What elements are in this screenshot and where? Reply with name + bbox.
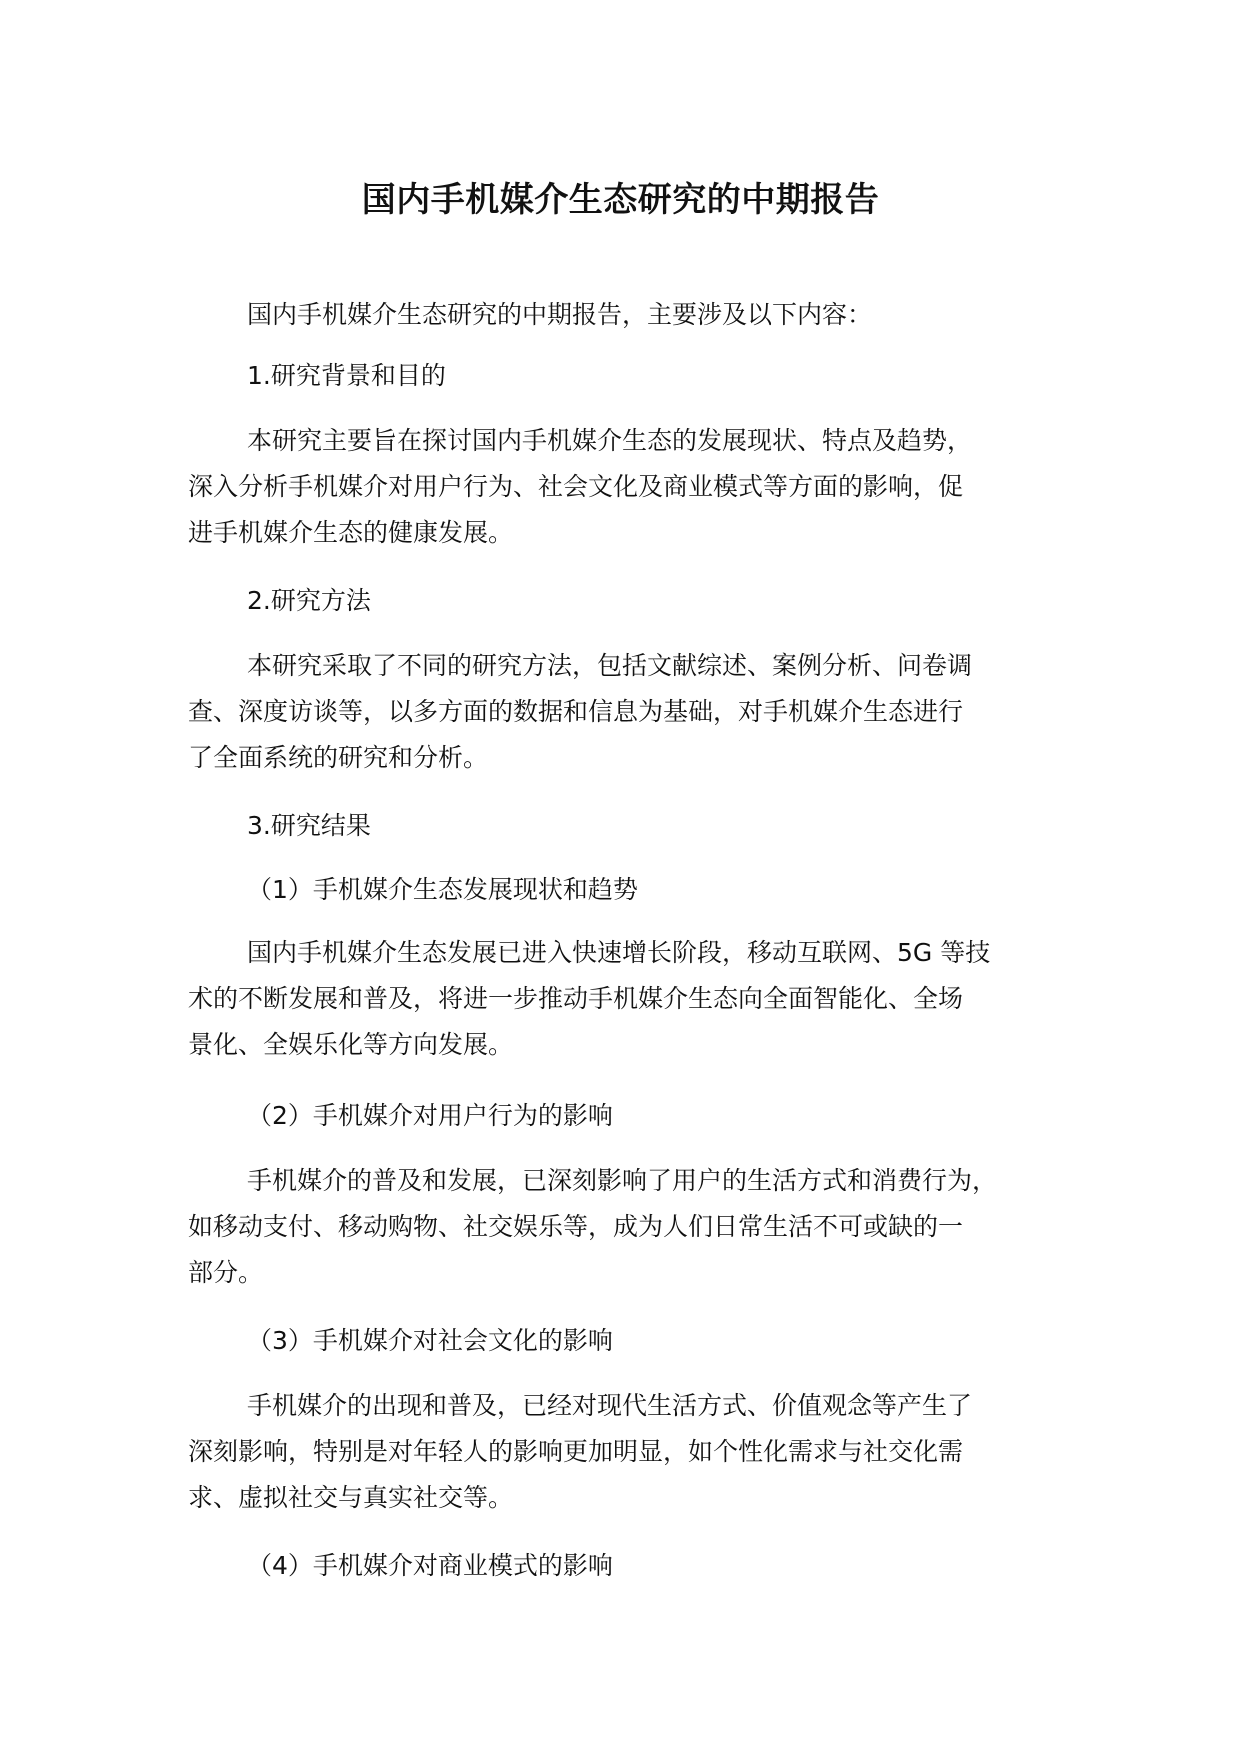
paragraph-line: 深刻影响，特别是对年轻人的影响更加明显，如个性化需求与社交化需: [188, 1437, 964, 1466]
sub3-paragraph: [188, 1383, 1078, 1521]
sub4-heading: （4）手机媒介对商业模式的影响: [247, 1551, 613, 1580]
paragraph-line: 景化、全娱乐化等方向发展。: [188, 1030, 514, 1059]
paragraph-line: 部分。: [188, 1258, 264, 1287]
section2-heading: 2.研究方法: [247, 586, 371, 615]
paragraph-line: 进手机媒介生态的健康发展。: [188, 518, 514, 547]
paragraph-line: 求、虚拟社交与真实社交等。: [188, 1483, 514, 1512]
paragraph-line: 查、深度访谈等，以多方面的数据和信息为基础，对手机媒介生态进行: [188, 697, 964, 726]
paragraph-line: 国内手机媒介生态发展已进入快速增长阶段，移动互联网、5G 等技: [247, 938, 991, 967]
paragraph-line: 如移动支付、移动购物、社交娱乐等，成为人们日常生活不可或缺的一: [188, 1212, 964, 1241]
sub3-heading: （3）手机媒介对社会文化的影响: [247, 1326, 613, 1355]
paragraph-line: 术的不断发展和普及，将进一步推动手机媒介生态向全面智能化、全场: [188, 984, 964, 1013]
sub2-heading: （2）手机媒介对用户行为的影响: [247, 1101, 613, 1130]
section1-paragraph: [188, 418, 1078, 556]
paragraph-line: 手机媒介的普及和发展，已深刻影响了用户的生活方式和消费行为，: [247, 1166, 998, 1195]
document-title: 国内手机媒介生态研究的中期报告: [361, 180, 880, 220]
paragraph-line: 深入分析手机媒介对用户行为、社会文化及商业模式等方面的影响，促: [188, 472, 964, 501]
section2-paragraph: [188, 643, 1078, 781]
paragraph-line: 手机媒介的出现和普及，已经对现代生活方式、价值观念等产生了: [247, 1391, 973, 1420]
section3-heading: 3.研究结果: [247, 811, 371, 840]
sub1-heading: （1）手机媒介生态发展现状和趋势: [247, 875, 638, 904]
sub1-paragraph: [188, 930, 1078, 1068]
paragraph-line: 本研究采取了不同的研究方法，包括文献综述、案例分析、问卷调: [247, 651, 973, 680]
section1-heading: 1.研究背景和目的: [247, 361, 446, 390]
paragraph-line: 了全面系统的研究和分析。: [188, 743, 489, 772]
paragraph-line: 本研究主要旨在探讨国内手机媒介生态的发展现状、特点及趋势，: [247, 426, 973, 455]
sub2-paragraph: [188, 1158, 1078, 1296]
intro-paragraph: 国内手机媒介生态研究的中期报告，主要涉及以下内容：: [247, 300, 873, 329]
